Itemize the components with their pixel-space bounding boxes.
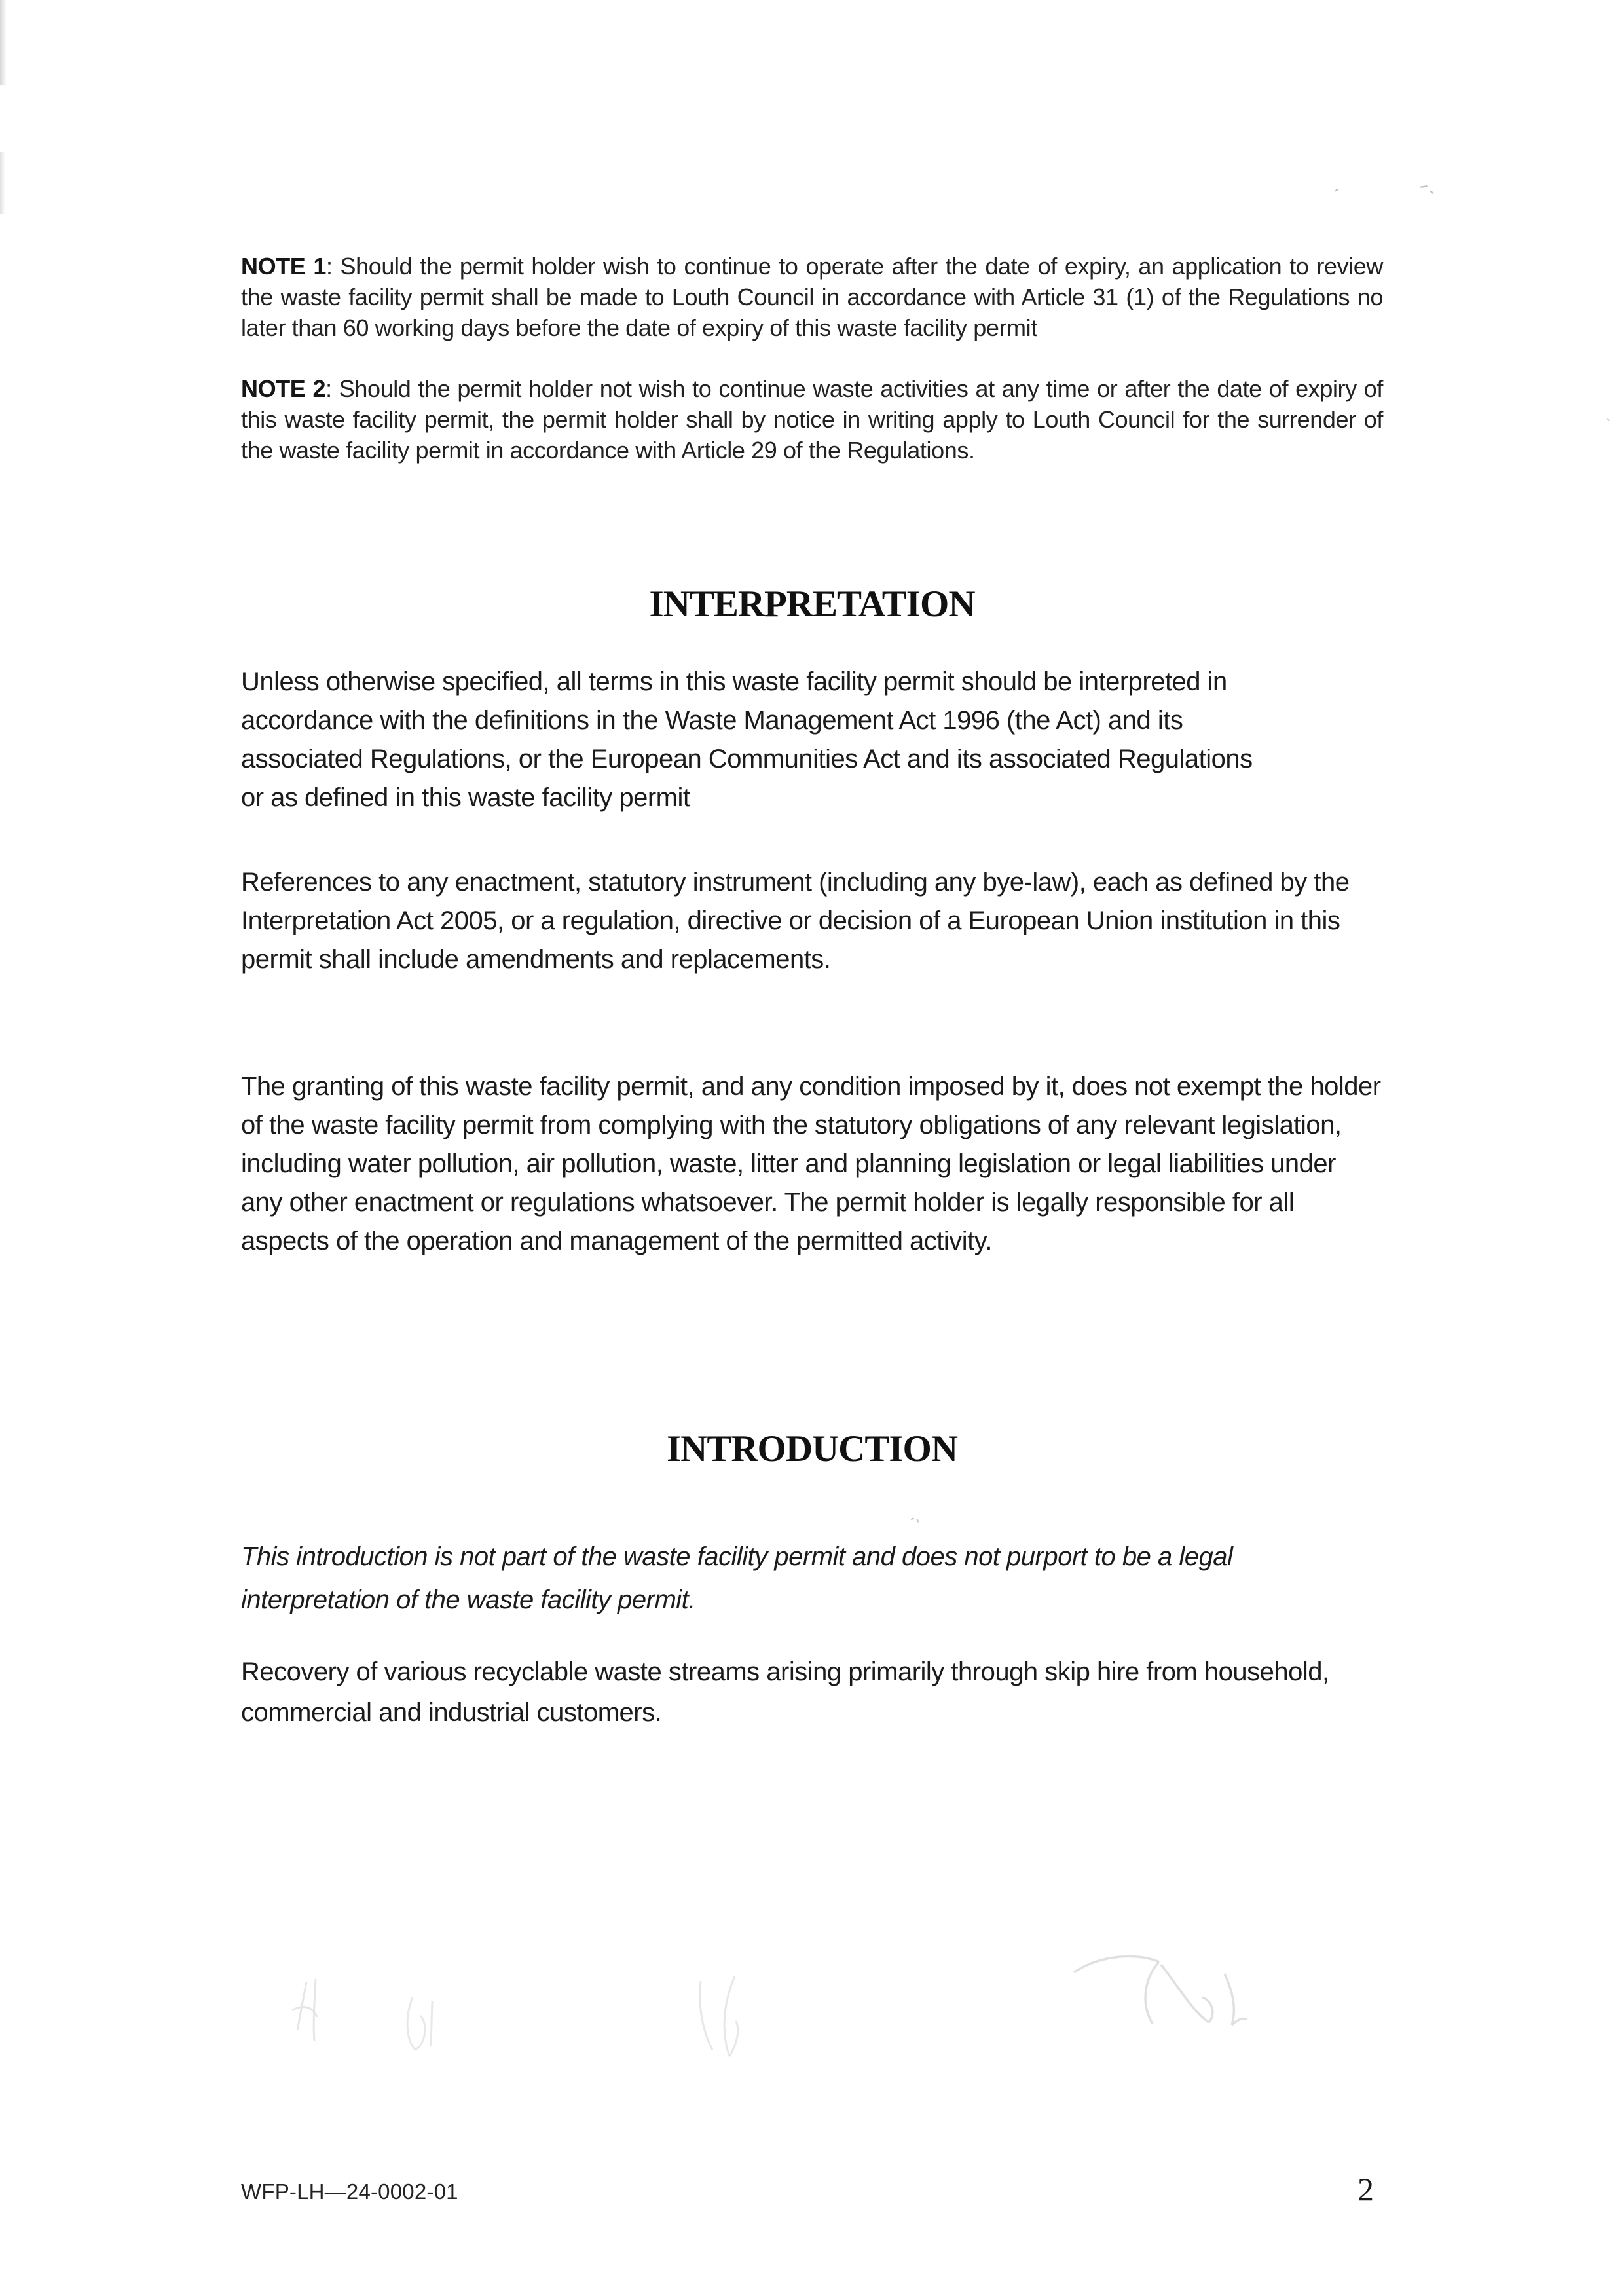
interpretation-paragraph-1: Unless otherwise specified, all terms in this waste facility permit should be interpreted in accordance with the definitions in the Waste Management Act 1996 (the Act) and its associated Regulations, or the European Communities Act and its associated Regulations or as defined in this waste facility permit <box>241 667 1253 812</box>
interpretation-heading: INTERPRETATION <box>649 583 975 625</box>
interpretation-paragraph-3: The granting of this waste facility permit, and any condition imposed by it, does not exempt the holder of the waste facility permit from complying with the statutory obligations of any relevant legislation, including water pollution, air pollution, waste, litter and planning legislation or legal liabilities under any other enactment or regulations whatsoever. The permit holder is legally responsible for all aspects of the operation and management of the permitted activity. <box>241 1072 1381 1255</box>
scan-speck-artifact: ˎ <box>1606 402 1612 422</box>
scan-smudge-artifact <box>1060 1946 1256 2045</box>
scan-speck-artifact: ˏˎ <box>908 1500 927 1524</box>
scan-smudge-artifact <box>282 1970 367 2062</box>
scan-smudge-artifact <box>393 1984 458 2063</box>
note-1-label: NOTE 1 <box>241 253 326 280</box>
note-1-text: : Should the permit holder wish to continue to operate after the date of expiry, an application to review the waste facility permit shall be made to Louth Council in accordance with Article 31 (1) of the Regulations no later than 60 working days before the date of expiry of this waste facility permit <box>241 253 1383 341</box>
introduction-disclaimer: This introduction is not part of the waste facility permit and does not purport to be a legal interpretation of the waste facility permit. <box>241 1542 1233 1614</box>
introduction-heading: INTRODUCTION <box>666 1428 958 1470</box>
note-2-label: NOTE 2 <box>241 375 326 402</box>
note-2-paragraph <box>241 373 1383 466</box>
note-2-text: : Should the permit holder not wish to continue waste activities at any time or after the date of expiry of this waste facility permit, the permit holder shall by notice in writing apply to Louth Council for the surrender of the waste facility permit in accordance with Article 29 of the Regulations. <box>241 375 1383 464</box>
scan-speck-artifact: ˏ <box>1332 167 1345 193</box>
scan-edge-artifact <box>0 152 5 214</box>
interpretation-paragraph-2: References to any enactment, statutory instrument (including any bye-law), each as defined by the Interpretation Act 2005, or a regulation, directive or decision of a European Union institution in this permit shall include amendments and replacements. <box>241 868 1350 974</box>
footer-page-number: 2 <box>1357 2171 1374 2208</box>
scan-edge-artifact <box>0 0 7 85</box>
note-1-paragraph <box>241 251 1383 343</box>
scan-speck-artifact: ˗ˎ <box>1418 169 1437 196</box>
introduction-paragraph-1: Recovery of various recyclable waste streams arising primarily through skip hire from household, commercial and industrial customers. <box>241 1657 1329 1727</box>
scan-smudge-artifact <box>674 1965 773 2069</box>
footer-doc-ref: WFP-LH—24-0002-01 <box>241 2179 458 2204</box>
